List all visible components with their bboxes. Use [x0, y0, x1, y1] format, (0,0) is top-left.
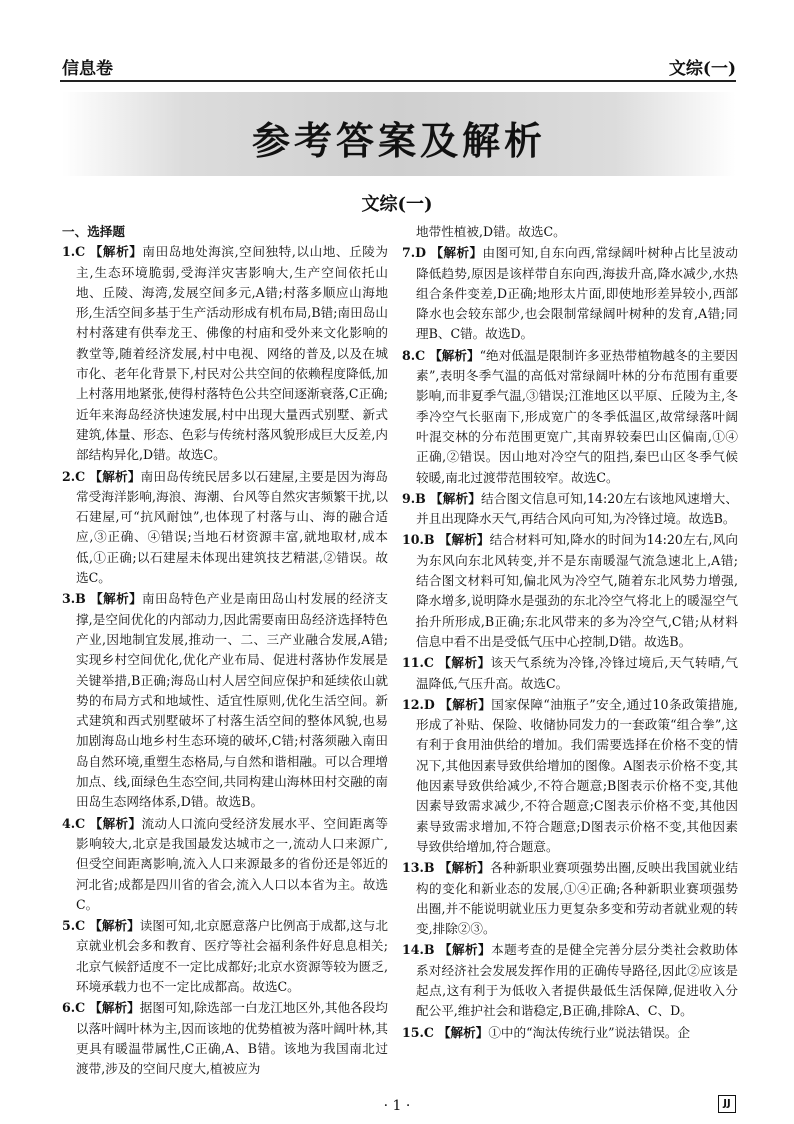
analysis-text: 国家保障“油瓶子”安全,通过10条政策措施,形成了补贴、保险、收储协同发力的一套政策“组合拳”,这有利于食用油供给的增加。我们需要选择在价格不变的情况下,其他因素导致供给增加的图像。A图表示价格不变,其他因素导致供给减少,不符合题意;B图表示价格不变,其他因素导致需求减少,不符合题意;C图表示价格不变,其他因素导致需求增加,不符合题意;D图表示价格不变,其他因素导致供给增加,符合题意。	[416, 696, 738, 854]
answer-number: 4.C	[62, 815, 86, 831]
title-banner	[62, 92, 736, 176]
answer-item	[62, 814, 388, 915]
analysis-text: 该天气系统为冷锋,冷锋过境后,天气转晴,气温降低,气压升高。故选C。	[416, 655, 739, 691]
answer-item	[402, 653, 738, 694]
analysis-tag: 【解析】	[438, 860, 491, 876]
publisher-badge: JJ	[718, 1095, 736, 1113]
analysis-text: 据图可知,除选部一白龙江地区外,其他各段均以落叶阔叶林为主,因而该地的优势植被为落叶阔叶林,其更具有暖温带属性,C正确,A、B错。该地为我国南北过渡带,涉及的空间尺度大,植被应为	[76, 1000, 388, 1077]
analysis-text: “绝对低温是限制许多亚热带植物越冬的主要因素”,表明冬季气温的高低对常绿阔叶林的分布范围有重要影响,而非夏季气温,③错误;江淮地区以平原、丘陵为主,冬季冷空气长驱南下,形成宽广的冬季低温区,故常绿落叶阔叶混交林的分布范围更宽广,其南界较秦巴山区偏南,①④正确,②错误。因山地对冷空气的阻挡,秦巴山区冬季气候较暖,南北过渡带范围较窄。故选C。	[416, 347, 738, 485]
analysis-text: 由图可知,自东向西,常绿阔叶树种占比呈波动降低趋势,原因是该样带自东向西,海拔升高,降水减少,水热组合条件变差,D正确;地形太片面,即使地形差异较小,西部降水也会较东部少,也会限制常绿阔叶树种的发育,A错;同理B、C错。故选D。	[416, 245, 738, 342]
answer-item	[62, 589, 388, 812]
analysis-text: 本题考查的是健全完善分层分类社会救助体系对经济社会发展发挥作用的正确传导路径,因此②应该是起点,这有利于为低收入者提供最低生活保障,促进收入分配公平,维护社会和谐稳定,B正确,排除A、C、D。	[416, 942, 739, 1019]
answer-item	[402, 530, 738, 652]
answer-number: 2.C	[62, 468, 86, 484]
analysis-text: 南田岛传统民居多以石建屋,主要是因为海岛常受海洋影响,海浪、海潮、台风等自然灾害频繁干扰,以石建屋,可“抗风耐蚀”,也体现了村落与山、海的融合适应,③正确、④错误;当地石材资源丰富,就地取材,成本低,①正确;以石建屋未体现出建筑技艺精湛,②错误。故选C。	[76, 468, 388, 586]
analysis-text: 各种新职业赛项强势出圈,反映出我国就业结构的变化和新业态的发展,①④正确;各种新职业赛项强势出圈,并不能说明就业压力更复杂多变和劳动者就业观的转变,排除②③。	[416, 860, 738, 937]
answer-item	[62, 242, 388, 465]
answer-number: 10.B	[402, 532, 435, 548]
answer-number: 3.B	[62, 591, 86, 607]
analysis-text: 结合图文信息可知,14:20左右该地风速增大、并且出现降水天气,再结合风向可知,为冷锋过境。故选B。	[416, 490, 739, 527]
page-header	[60, 48, 736, 82]
analysis-tag: 【解析】	[89, 918, 140, 934]
answer-number: 14.B	[402, 942, 435, 958]
analysis-tag: 【解析】	[90, 591, 143, 607]
section-heading: 一、选择题	[62, 224, 125, 239]
answer-number: 9.B	[402, 490, 426, 506]
analysis-tag: 【解析】	[439, 942, 492, 958]
section-title: 文综(一)	[361, 194, 433, 215]
answer-item	[62, 467, 388, 589]
analysis-tag: 【解析】	[89, 468, 141, 484]
analysis-text: 地带性植被,D错。故选C。	[416, 224, 566, 239]
analysis-text: 结合材料可知,降水的时间为14:20左右,风向为东风向东北风转变,并不是东南暖湿气流急速北上,A错;结合图文材料可知,偏北风为冷空气,随着东北风势力增强,降水增多,说明降水是强劲的东北冷空气将北上的暖湿空气抬升所形成,B正确;东北风带来的多为冷空气,C错;从材料信息中看不出是受低气压中心控制,D错。故选B。	[416, 532, 738, 649]
page-title: 参考答案及解析	[251, 119, 546, 163]
answer-item	[402, 243, 738, 344]
analysis-tag: 【解析】	[89, 815, 142, 831]
answer-item	[62, 916, 388, 997]
analysis-text: 读图可知,北京愿意落户比例高于成都,这与北京就业机会多和教育、医疗等社会福利条件好息息相关;北京气候舒适度不一定比成都好;北京水资源等较为匮乏,环境承载力也不一定比成都高。故选C。	[76, 918, 388, 994]
answer-item	[402, 489, 738, 530]
answer-number: 8.C	[402, 347, 426, 363]
analysis-tag: 【解析】	[430, 245, 483, 261]
header-subject-label: 文综(一)	[668, 59, 736, 79]
left-column	[62, 222, 388, 1080]
answer-number: 13.B	[402, 860, 435, 876]
answer-item	[402, 940, 738, 1021]
analysis-text: 南田岛地处海滨,空间独特,以山地、丘陵为主,生态环境脆弱,受海洋灾害影响大,生产空间依托山地、丘陵、海湾,发展空间多元,A错;村落多顺应山海地形,生活空间多基于生产活动形成有机布局,B错;南田岛山村村落建有供奉龙王、佛像的村庙和受外来文化影响的教堂等,随着经济发展,村中电视、网络的普及,以及在城市化、老年化背景下,村民对公共空间的依赖程度降低,加上村落用地紧张,使得村落特色公共空间逐渐衰落,C正确;近年来海岛经济快速发展,村中出现大量西式别墅、新式建筑,体量、形态、色彩与传统村落风貌形成巨大反差,内部结构异化,D错。故选C。	[76, 244, 388, 463]
answer-number: 11.C	[402, 655, 434, 671]
analysis-text: ①中的“淘汰传统行业”说法错误。企	[488, 1024, 691, 1040]
analysis-tag: 【解析】	[89, 244, 143, 260]
answer-item	[62, 998, 388, 1079]
analysis-text: 流动人口流向受经济发展水平、空间距离等影响较大,北京是我国最发达城市之一,流动人口来源广,但受空间距离影响,流入人口来源最多的省份还是邻近的河北省;成都是四川省的省会,流入人口以本省为主。故选C。	[76, 815, 388, 912]
answer-number: 6.C	[62, 1000, 86, 1016]
analysis-tag: 【解析】	[437, 1024, 489, 1040]
answer-item	[402, 346, 738, 488]
header-series-label: 信息卷	[62, 59, 113, 79]
analysis-tag: 【解析】	[429, 347, 480, 363]
right-column	[402, 222, 738, 1044]
answer-number: 5.C	[62, 918, 86, 934]
page-number: · 1 ·	[383, 1098, 411, 1114]
analysis-tag: 【解析】	[89, 1000, 140, 1016]
answer-item	[402, 695, 738, 857]
answer-number: 7.D	[402, 245, 427, 261]
answer-item	[402, 1023, 738, 1043]
answer-number: 15.C	[402, 1024, 434, 1040]
answer-number: 12.D	[402, 696, 435, 712]
analysis-tag: 【解析】	[438, 655, 491, 671]
answer-item	[402, 222, 738, 242]
answer-item	[402, 858, 738, 939]
answer-number: 1.C	[62, 244, 86, 260]
analysis-tag: 【解析】	[439, 696, 492, 712]
analysis-text: 南田岛特色产业是南田岛山村发展的经济支撑,是空间优化的内部动力,因此需要南田岛经济选择特色产业,因地制宜发展,推动一、二、三产业融合发展,A错;实现乡村空间优化,优化产业布局、促进村落协作发展是关键举措,B正确;海岛山村人居空间应保护和延续依山就势的布局方式和地域性、适宜性原则,优化生活空间。新式建筑和西式别墅破坏了村落生活空间的整体风貌,也易加剧海岛山地乡村生态环境的破坏,C错;村落须融入南田岛自然环境,重塑生态格局,与自然和谐相融。可以合理增加点、线,面绿色生态空间,共同构建山海林田村交融的南田岛生态网络体系,D错。故选B。	[76, 591, 388, 810]
analysis-tag: 【解析】	[429, 490, 481, 506]
analysis-tag: 【解析】	[438, 532, 490, 548]
